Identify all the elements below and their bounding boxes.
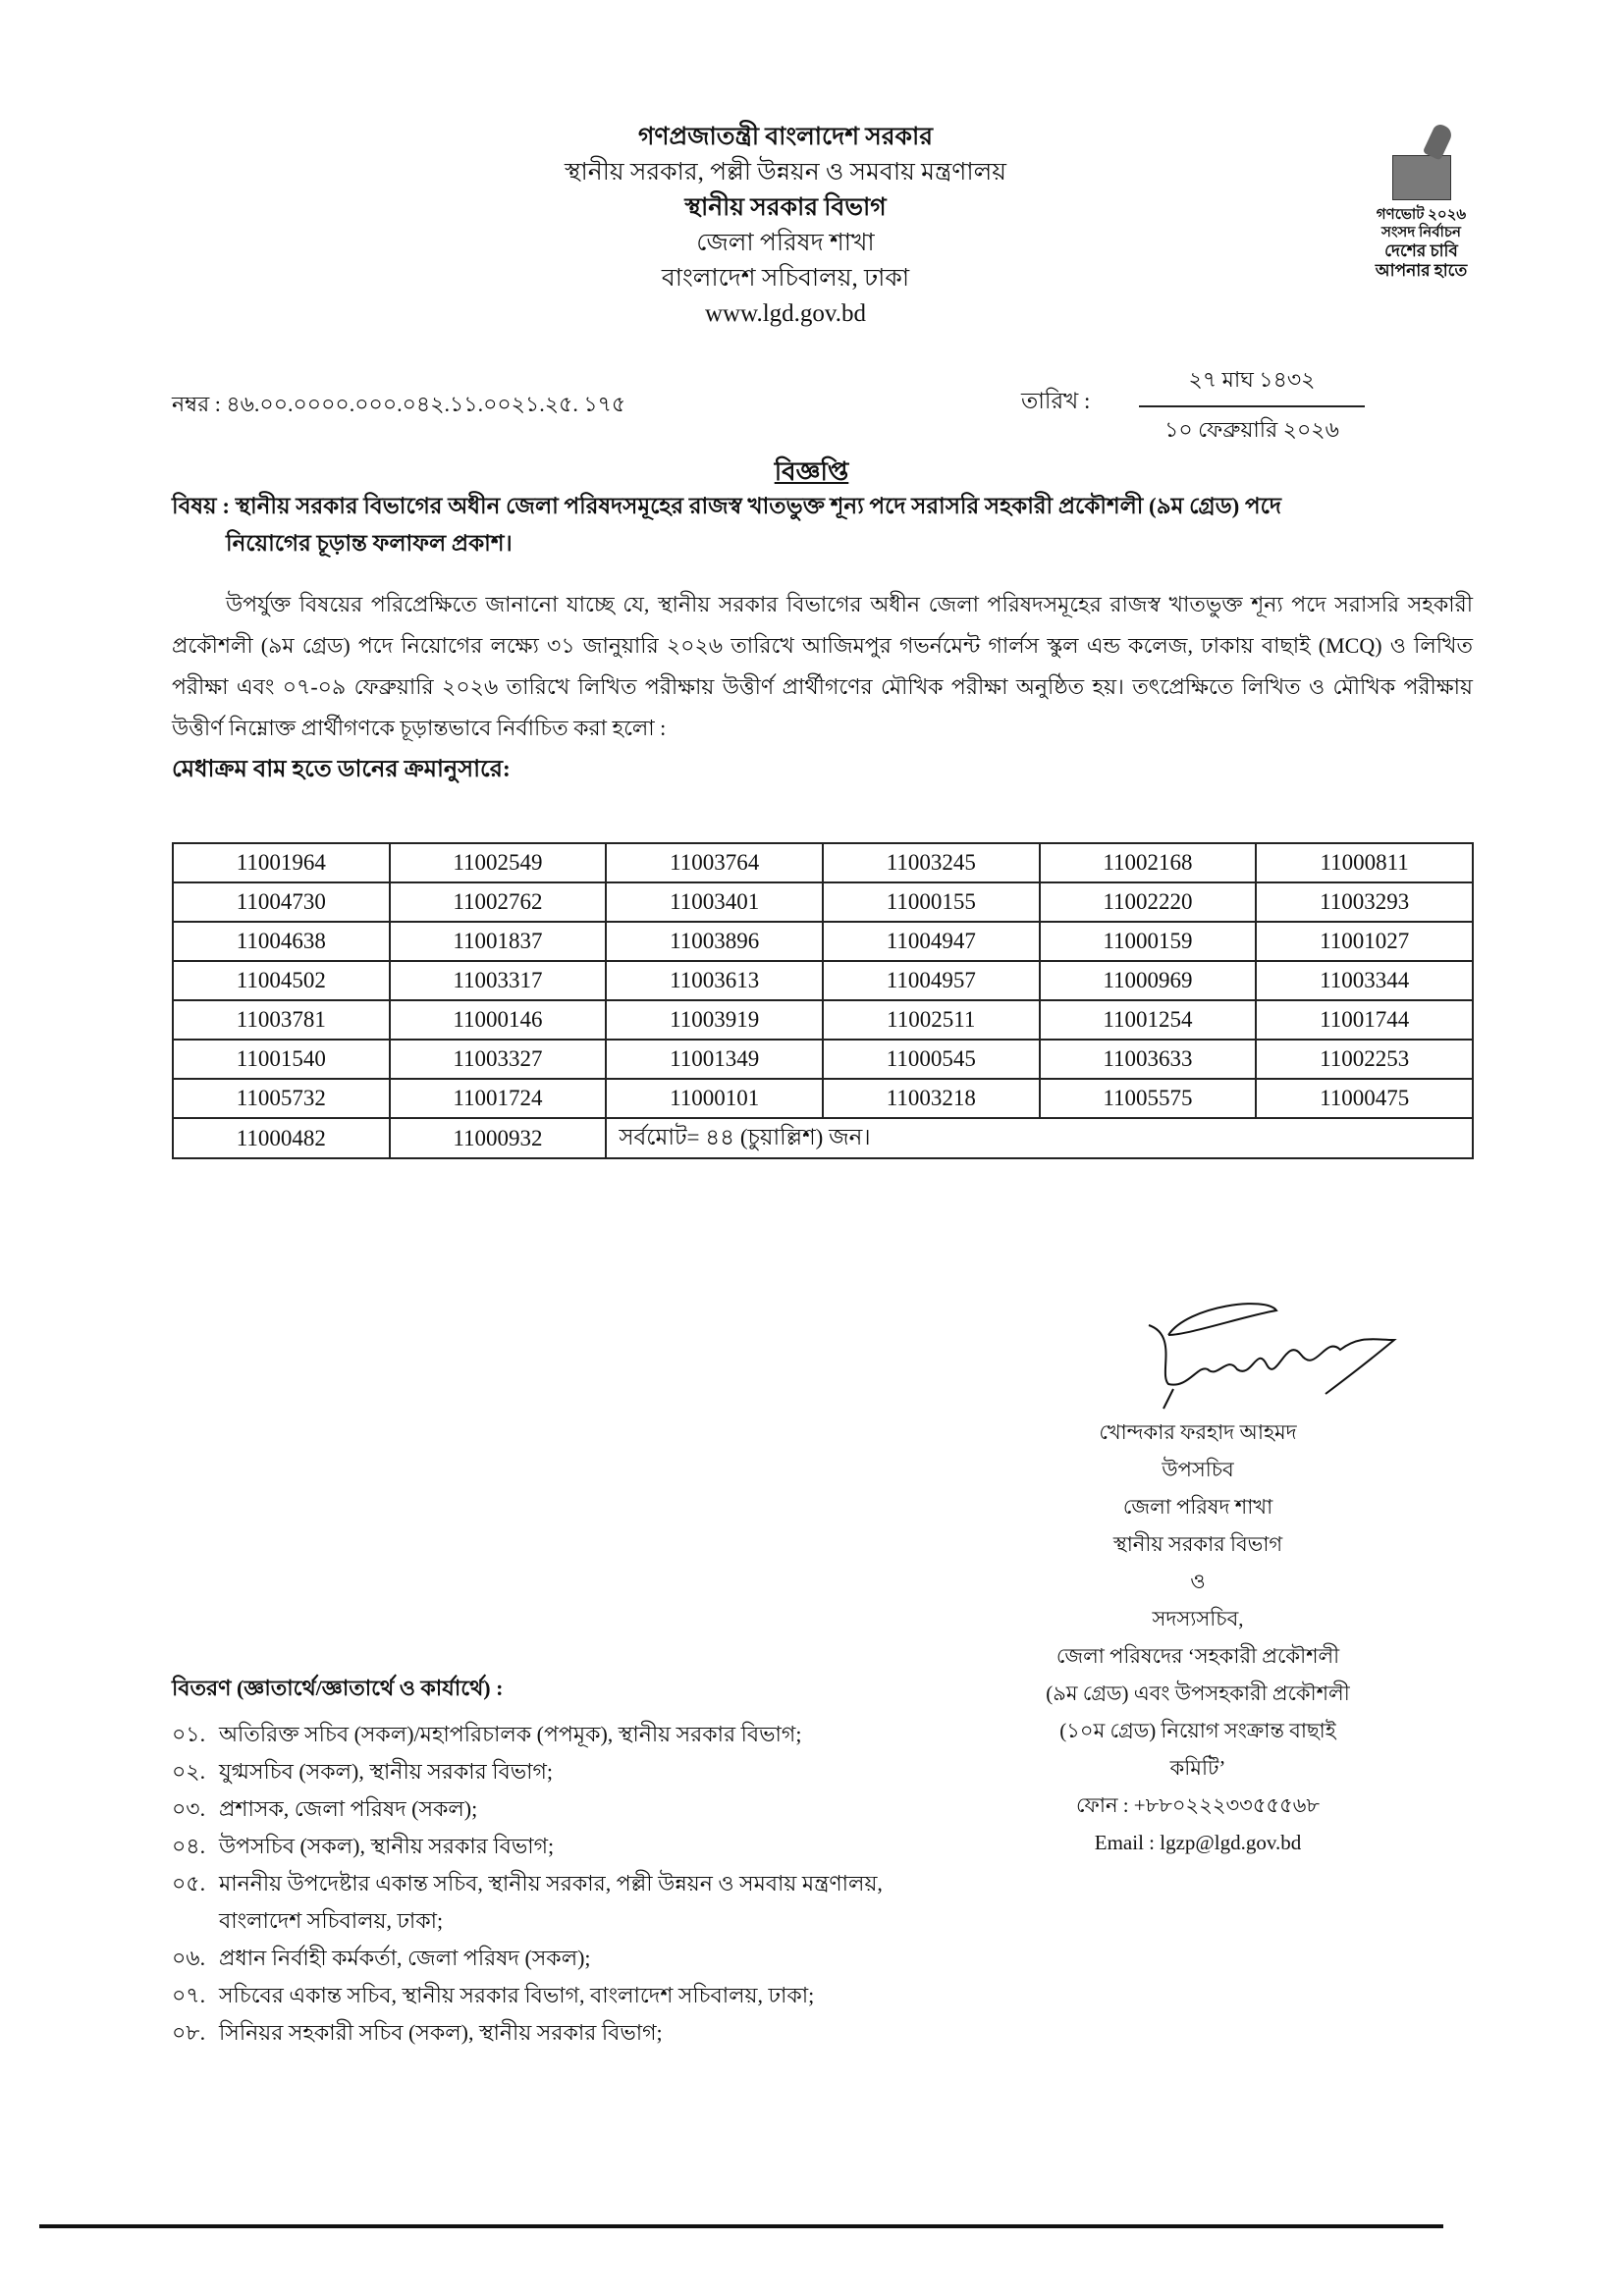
subject-label: বিষয় : <box>172 494 231 518</box>
signatory-designation: উপসচিব <box>1162 1458 1234 1481</box>
table-row <box>173 1000 1473 1040</box>
logo-text-2: সংসদ নির্বাচন <box>1381 225 1461 240</box>
list-item-number: ০৮. <box>172 2020 206 2045</box>
roll-number-cell: 11003633 <box>1040 1040 1257 1079</box>
list-item <box>172 1716 957 1753</box>
list-item-text: অতিরিক্ত সচিব (সকল)/মহাপরিচালক (পপমূক), স্থানীয় সরকার বিভাগ; <box>219 1722 802 1746</box>
roll-number-cell: 11001027 <box>1256 922 1473 961</box>
roll-number-cell: 11003317 <box>390 961 607 1000</box>
signatory-name: খোন্দকার ফরহাদ আহমদ <box>1099 1420 1297 1444</box>
signature-icon <box>1129 1296 1424 1414</box>
distribution-list <box>172 1716 957 2052</box>
signatory-division: স্থানীয় সরকার বিভাগ <box>1112 1532 1283 1556</box>
list-item-text: যুগ্মসচিব (সকল), স্থানীয় সরকার বিভাগ; <box>219 1759 554 1784</box>
ballot-box-icon <box>1392 155 1451 200</box>
election-logo <box>1360 126 1483 281</box>
list-item <box>172 1753 957 1790</box>
list-item-number: ০১. <box>172 1722 206 1746</box>
letterhead <box>442 120 1129 332</box>
roll-number-cell: 11001837 <box>390 922 607 961</box>
roll-number-cell: 11002220 <box>1040 882 1257 922</box>
roll-number-cell: 11001744 <box>1256 1000 1473 1040</box>
roll-number-cell: 11003218 <box>823 1079 1040 1118</box>
date-gregorian: ১০ ফেব্রুয়ারি ২০২৬ <box>1164 417 1339 442</box>
signatory-role: সদস্যসচিব, <box>1152 1607 1244 1630</box>
table-row <box>173 843 1473 882</box>
merit-order-heading: মেধাক্রম বাম হতে ডানের ক্রমানুসারে: <box>172 757 511 782</box>
logo-text-4: আপনার হাতে <box>1375 261 1468 280</box>
roll-number-cell: 11001724 <box>390 1079 607 1118</box>
roll-number-cell: 11003327 <box>390 1040 607 1079</box>
distribution-title: বিতরণ (জ্ঞাতার্থে/জ্ঞাতার্থে ও কার্যার্থে) : <box>172 1676 504 1700</box>
roll-number-cell: 11003344 <box>1256 961 1473 1000</box>
date-label: তারিখ : <box>1021 389 1091 413</box>
roll-number-cell: 11003764 <box>606 843 823 882</box>
roll-number-cell: 11003896 <box>606 922 823 961</box>
list-item <box>172 1940 957 1977</box>
notice-body: উপর্যুক্ত বিষয়ের পরিপ্রেক্ষিতে জানানো যাচ্ছে যে, স্থানীয় সরকার বিভাগের অধীন জেলা পরিষদসমূহের রাজস্ব খাতভুক্ত শূন্য পদে সরাসরি সহকারী প্রকৌশলী (৯ম গ্রেড) পদে নিয়োগের লক্ষ্যে ৩১ জানুয়ারি ২০২৬ তারিখে আজিমপুর গভর্নমেন্ট গার্লস স্কুল এন্ড কলেজ, ঢাকায় বাছাই (MCQ) ও লিখিত পরীক্ষা এবং ০৭-০৯ ফেব্রুয়ারি ২০২৬ তারিখে লিখিত পরীক্ষায় উত্তীর্ণ প্রার্থীগণের মৌখিক পরীক্ষা অনুষ্ঠিত হয়। তৎপ্রেক্ষিতে লিখিত ও মৌখিক পরীক্ষায় উত্তীর্ণ নিম্নোক্ত প্রার্থীগণকে চূড়ান্তভাবে নির্বাচিত করা হলো : <box>172 592 1473 740</box>
website-link[interactable]: www.lgd.gov.bd <box>704 300 867 327</box>
roll-number-cell: 11000969 <box>1040 961 1257 1000</box>
roll-number-cell: 11000932 <box>390 1118 607 1158</box>
list-item-number: ০৪. <box>172 1834 206 1858</box>
table-row <box>173 922 1473 961</box>
committee-line-2: (৯ম গ্রেড) এবং উপসহকারী প্রকৌশলী <box>1046 1682 1350 1705</box>
list-item-number: ০৩. <box>172 1796 206 1821</box>
roll-number-cell: 11001349 <box>606 1040 823 1079</box>
roll-number-cell: 11004947 <box>823 922 1040 961</box>
roll-number-cell: 11003401 <box>606 882 823 922</box>
roll-number-cell: 11000475 <box>1256 1079 1473 1118</box>
list-item-text: উপসচিব (সকল), স্থানীয় সরকার বিভাগ; <box>219 1834 555 1858</box>
roll-number-cell: 11000159 <box>1040 922 1257 961</box>
memo-label: নম্বর : <box>172 392 221 416</box>
table-row <box>173 1079 1473 1118</box>
footer-rule <box>39 2224 1443 2228</box>
logo-text-1: গণভোট ২০২৬ <box>1376 207 1467 223</box>
memo-value: ৪৬.০০.০০০০.০০০.০৪২.১১.০০২১.২৫. ১৭৫ <box>226 392 626 416</box>
roll-number-cell: 11002762 <box>390 882 607 922</box>
committee-line-1: জেলা পরিষদের ‘সহকারী প্রকৌশলী <box>1055 1644 1340 1668</box>
signatory-email[interactable]: Email : lgzp@lgd.gov.bd <box>1094 1831 1302 1854</box>
list-item <box>172 1977 957 2014</box>
roll-number-cell: 11002549 <box>390 843 607 882</box>
list-item <box>172 2014 957 2052</box>
roll-number-cell: 11003293 <box>1256 882 1473 922</box>
list-item-text: সিনিয়র সহকারী সচিব (সকল), স্থানীয় সরকার বিভাগ; <box>219 2020 663 2045</box>
list-item-number: ০৭. <box>172 1983 206 2007</box>
date-bangla: ২৭ মাঘ ১৪৩২ <box>1139 363 1365 407</box>
table-row <box>173 1040 1473 1079</box>
notice-title: বিজ্ঞপ্তি <box>774 457 849 486</box>
ministry-name: স্থানীয় সরকার, পল্লী উন্নয়ন ও সমবায় মন্ত্রণালয় <box>564 159 1007 186</box>
roll-number-cell: 11000482 <box>173 1118 390 1158</box>
total-count: সর্বমোট= ৪৪ (চুয়াল্লিশ) জন। <box>606 1118 1473 1158</box>
signature-block <box>992 1414 1404 1861</box>
subject-line-2: নিয়োগের চূড়ান্ত ফলাফল প্রকাশ। <box>226 531 513 556</box>
roll-number-cell: 11000146 <box>390 1000 607 1040</box>
roll-number-cell: 11000155 <box>823 882 1040 922</box>
memo-number <box>172 388 625 424</box>
list-item-text: প্রশাসক, জেলা পরিষদ (সকল); <box>219 1796 478 1821</box>
list-item <box>172 1865 957 1940</box>
table-row <box>173 882 1473 922</box>
government-name: গণপ্রজাতন্ত্রী বাংলাদেশ সরকার <box>637 124 934 150</box>
list-item-text: মাননীয় উপদেষ্টার একান্ত সচিব, স্থানীয় সরকার, পল্লী উন্নয়ন ও সমবায় মন্ত্রণালয়, বাংলাদেশ সচিবালয়, ঢাকা; <box>219 1871 883 1933</box>
list-item-text: প্রধান নির্বাহী কর্মকর্তা, জেলা পরিষদ (সকল); <box>219 1946 591 1970</box>
roll-number-cell: 11000545 <box>823 1040 1040 1079</box>
roll-number-cell: 11001254 <box>1040 1000 1257 1040</box>
roll-number-cell: 11004730 <box>173 882 390 922</box>
table-row <box>173 1118 1473 1158</box>
table-row <box>173 961 1473 1000</box>
division-name: স্থানীয় সরকার বিভাগ <box>684 194 887 221</box>
list-item-number: ০৬. <box>172 1946 206 1970</box>
roll-number-cell: 11004502 <box>173 961 390 1000</box>
roll-number-cell: 11001540 <box>173 1040 390 1079</box>
list-item-number: ০৫. <box>172 1871 206 1896</box>
roll-number-cell: 11002511 <box>823 1000 1040 1040</box>
roll-number-cell: 11002253 <box>1256 1040 1473 1079</box>
logo-text-3: দেশের চাবি <box>1384 241 1458 260</box>
roll-number-cell: 11003919 <box>606 1000 823 1040</box>
roll-number-cell: 11005732 <box>173 1079 390 1118</box>
committee-line-4: কমিটি’ <box>1169 1756 1226 1780</box>
signatory-phone: ফোন : +৮৮০২২২৩৩৫৫৫৬৮ <box>1075 1793 1320 1817</box>
roll-number-cell: 11004957 <box>823 961 1040 1000</box>
committee-line-3: (১০ম গ্রেড) নিয়োগ সংক্রান্ত বাছাই <box>1059 1719 1336 1742</box>
list-item <box>172 1790 957 1828</box>
roll-number-cell: 11005575 <box>1040 1079 1257 1118</box>
roll-number-cell: 11003613 <box>606 961 823 1000</box>
list-item <box>172 1828 957 1865</box>
roll-number-cell: 11000811 <box>1256 843 1473 882</box>
roll-number-cell: 11003245 <box>823 843 1040 882</box>
roll-number-cell: 11000101 <box>606 1079 823 1118</box>
roll-number-cell: 11001964 <box>173 843 390 882</box>
signatory-branch: জেলা পরিষদ শাখা <box>1122 1495 1273 1519</box>
subject-line-1: স্থানীয় সরকার বিভাগের অধীন জেলা পরিষদসমূহের রাজস্ব খাতভুক্ত শূন্য পদে সরাসরি সহকারী প্রকৌশলী (৯ম গ্রেড) পদে <box>235 494 1281 518</box>
roll-number-cell: 11003781 <box>173 1000 390 1040</box>
office-address: বাংলাদেশ সচিবালয়, ঢাকা <box>661 265 910 292</box>
date-block <box>1139 363 1365 450</box>
signatory-and: ও <box>1190 1570 1206 1593</box>
list-item-text: সচিবের একান্ত সচিব, স্থানীয় সরকার বিভাগ, বাংলাদেশ সচিবালয়, ঢাকা; <box>219 1983 815 2007</box>
list-item-number: ০২. <box>172 1759 206 1784</box>
results-table <box>172 842 1474 1159</box>
branch-name: জেলা পরিষদ শাখা <box>696 230 875 256</box>
notice-subject <box>172 488 1488 562</box>
roll-number-cell: 11002168 <box>1040 843 1257 882</box>
roll-number-cell: 11004638 <box>173 922 390 961</box>
